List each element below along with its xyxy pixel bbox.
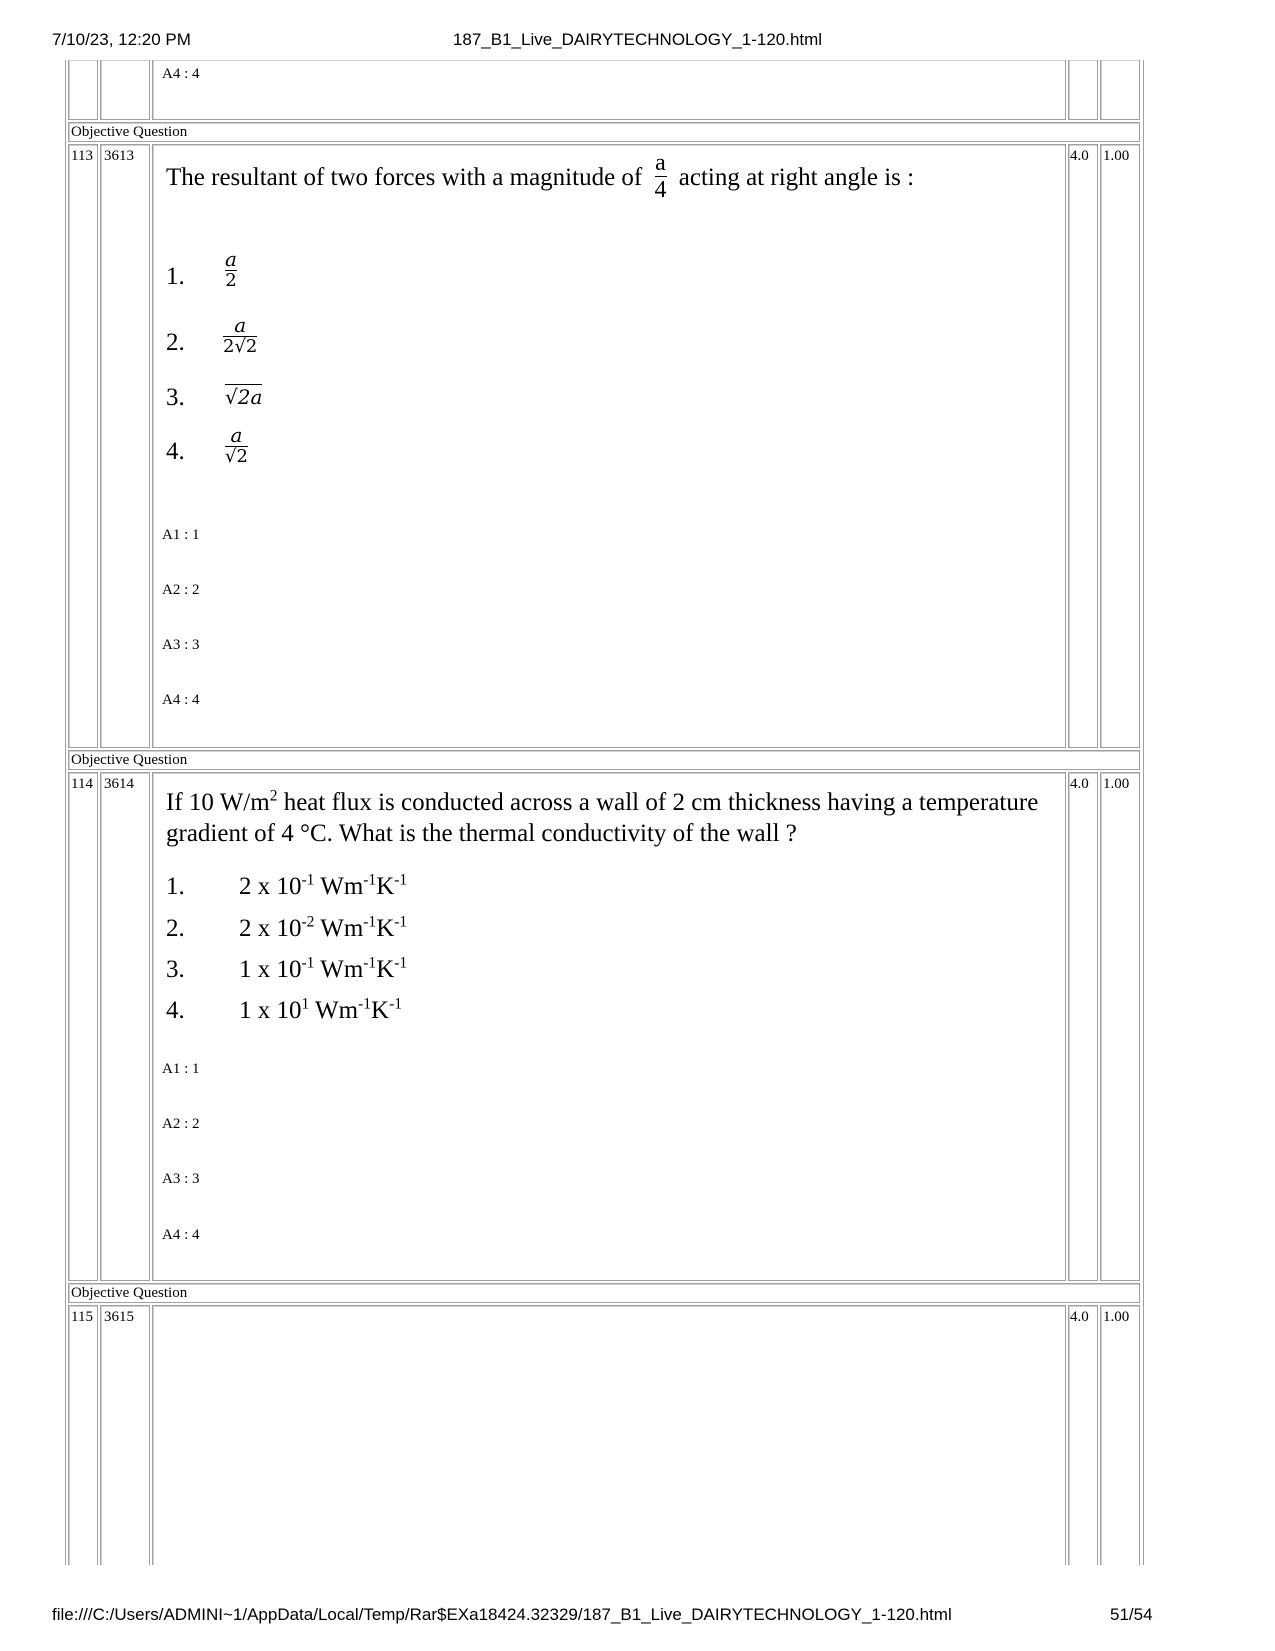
sno-cell <box>68 60 98 120</box>
answer-line: A1 : 1 <box>162 527 200 543</box>
serial-number: 115 <box>68 1305 98 1565</box>
option-number: 4. <box>166 997 185 1024</box>
marks: 4.0 <box>1068 772 1098 1281</box>
option-part: Wm <box>314 873 364 900</box>
document-title: 187_B1_Live_DAIRYTECHNOLOGY_1-120.html <box>452 30 823 49</box>
marks-cell <box>1068 60 1098 120</box>
option-part: 1 x 10 <box>239 956 302 983</box>
question-line-1 <box>166 787 1038 818</box>
print-datetime: 7/10/23, 12:20 PM <box>52 30 191 49</box>
answer-line: A2 : 2 <box>162 1116 200 1132</box>
option-part: K <box>376 915 395 942</box>
superscript: -1 <box>363 913 377 931</box>
answer-line: A4 : 4 <box>162 1227 200 1243</box>
table-border-right <box>1143 60 1144 1565</box>
option-4-math <box>225 425 248 467</box>
question-table <box>68 60 1204 1598</box>
negative-marks: 1.00 <box>1100 1305 1140 1565</box>
question-line-2: gradient of 4 °C. What is the thermal conductivity of the wall ? <box>166 820 797 847</box>
question-text-part: heat flux is conducted across a wall of 2 cm thickness having a temperature <box>277 789 1039 816</box>
page-number: 51/54 <box>1110 1605 1153 1624</box>
option-part: Wm <box>309 997 359 1024</box>
option-number: 1. <box>166 263 185 290</box>
question-text <box>166 150 915 205</box>
superscript: -1 <box>394 954 408 972</box>
option-1-math <box>225 249 237 291</box>
question-id: 3613 <box>100 144 150 748</box>
superscript: -1 <box>301 871 315 889</box>
answer-line: A3 : 3 <box>162 1171 200 1187</box>
superscript: 2 <box>269 787 278 805</box>
option-3 <box>239 956 407 984</box>
option-number: 3. <box>166 956 185 983</box>
option-denominator: 2 <box>225 270 237 291</box>
option-part: K <box>371 997 390 1024</box>
option-number: 2. <box>166 329 185 356</box>
answer-line: A2 : 2 <box>162 582 200 598</box>
answer-line: A4 : 4 <box>162 692 200 708</box>
option-part: K <box>376 873 395 900</box>
serial-number: 114 <box>68 772 98 1281</box>
negative-marks: 1.00 <box>1100 772 1140 1281</box>
superscript: -1 <box>389 995 402 1013</box>
superscript: -1 <box>394 871 408 889</box>
qid-cell <box>100 60 150 120</box>
answer-line: A3 : 3 <box>162 637 200 653</box>
option-number: 4. <box>166 438 185 465</box>
question-id: 3614 <box>100 772 150 1281</box>
file-path: file:///C:/Users/ADMINI~1/AppData/Local/Temp/Rar$EXa18424.32329/187_B1_Live_DAIRYTECHNOLOGY_1-120.html <box>52 1605 952 1624</box>
option-part: K <box>376 956 395 983</box>
question-type-label: Objective Question <box>68 122 1140 142</box>
option-2-math <box>223 315 257 357</box>
question-cell <box>152 1305 1066 1565</box>
option-numerator: a <box>234 313 247 337</box>
option-denominator: 2√2 <box>223 336 258 357</box>
option-part: 2 x 10 <box>239 915 302 942</box>
option-numerator: a <box>230 423 243 447</box>
negative-marks-cell <box>1100 60 1140 120</box>
option-part: 2 x 10 <box>239 873 302 900</box>
option-part: 1 x 10 <box>239 997 302 1024</box>
option-numerator: a <box>225 247 237 271</box>
question-cell <box>152 60 1066 120</box>
question-text-part: The resultant of two forces with a magnitude of <box>166 163 643 191</box>
question-type-label: Objective Question <box>68 1283 1140 1303</box>
magnitude-fraction <box>655 151 667 203</box>
question-cell <box>152 772 1066 1281</box>
question-id: 3615 <box>100 1305 150 1565</box>
superscript: 1 <box>301 995 310 1013</box>
question-cell <box>152 144 1066 748</box>
marks: 4.0 <box>1068 1305 1098 1565</box>
option-expression: √2a <box>225 385 263 409</box>
question-text-part: If 10 W/m <box>166 789 270 816</box>
superscript: -1 <box>301 954 315 972</box>
superscript: -1 <box>363 871 377 889</box>
fraction-denominator: 4 <box>654 177 667 204</box>
superscript: -2 <box>301 913 315 931</box>
option-number: 1. <box>166 873 185 900</box>
superscript: -1 <box>358 995 372 1013</box>
question-text <box>166 787 1038 849</box>
serial-number: 113 <box>68 144 98 748</box>
option-1 <box>239 873 407 901</box>
table-border-left <box>65 60 66 1565</box>
option-denominator: √2 <box>225 446 248 467</box>
superscript: -1 <box>394 913 408 931</box>
option-4 <box>239 997 402 1025</box>
question-text-part: acting at right angle is : <box>678 163 915 191</box>
marks: 4.0 <box>1068 144 1098 748</box>
answer-line: A4 : 4 <box>162 66 200 82</box>
option-part: Wm <box>314 915 364 942</box>
option-number: 3. <box>166 384 185 411</box>
negative-marks: 1.00 <box>1100 144 1140 748</box>
option-part: Wm <box>314 956 364 983</box>
option-3-math <box>225 385 262 409</box>
fraction-numerator: a <box>655 150 666 176</box>
question-type-label: Objective Question <box>68 750 1140 770</box>
option-number: 2. <box>166 915 185 942</box>
option-2 <box>239 915 407 943</box>
superscript: -1 <box>363 954 377 972</box>
answer-line: A1 : 1 <box>162 1061 200 1077</box>
